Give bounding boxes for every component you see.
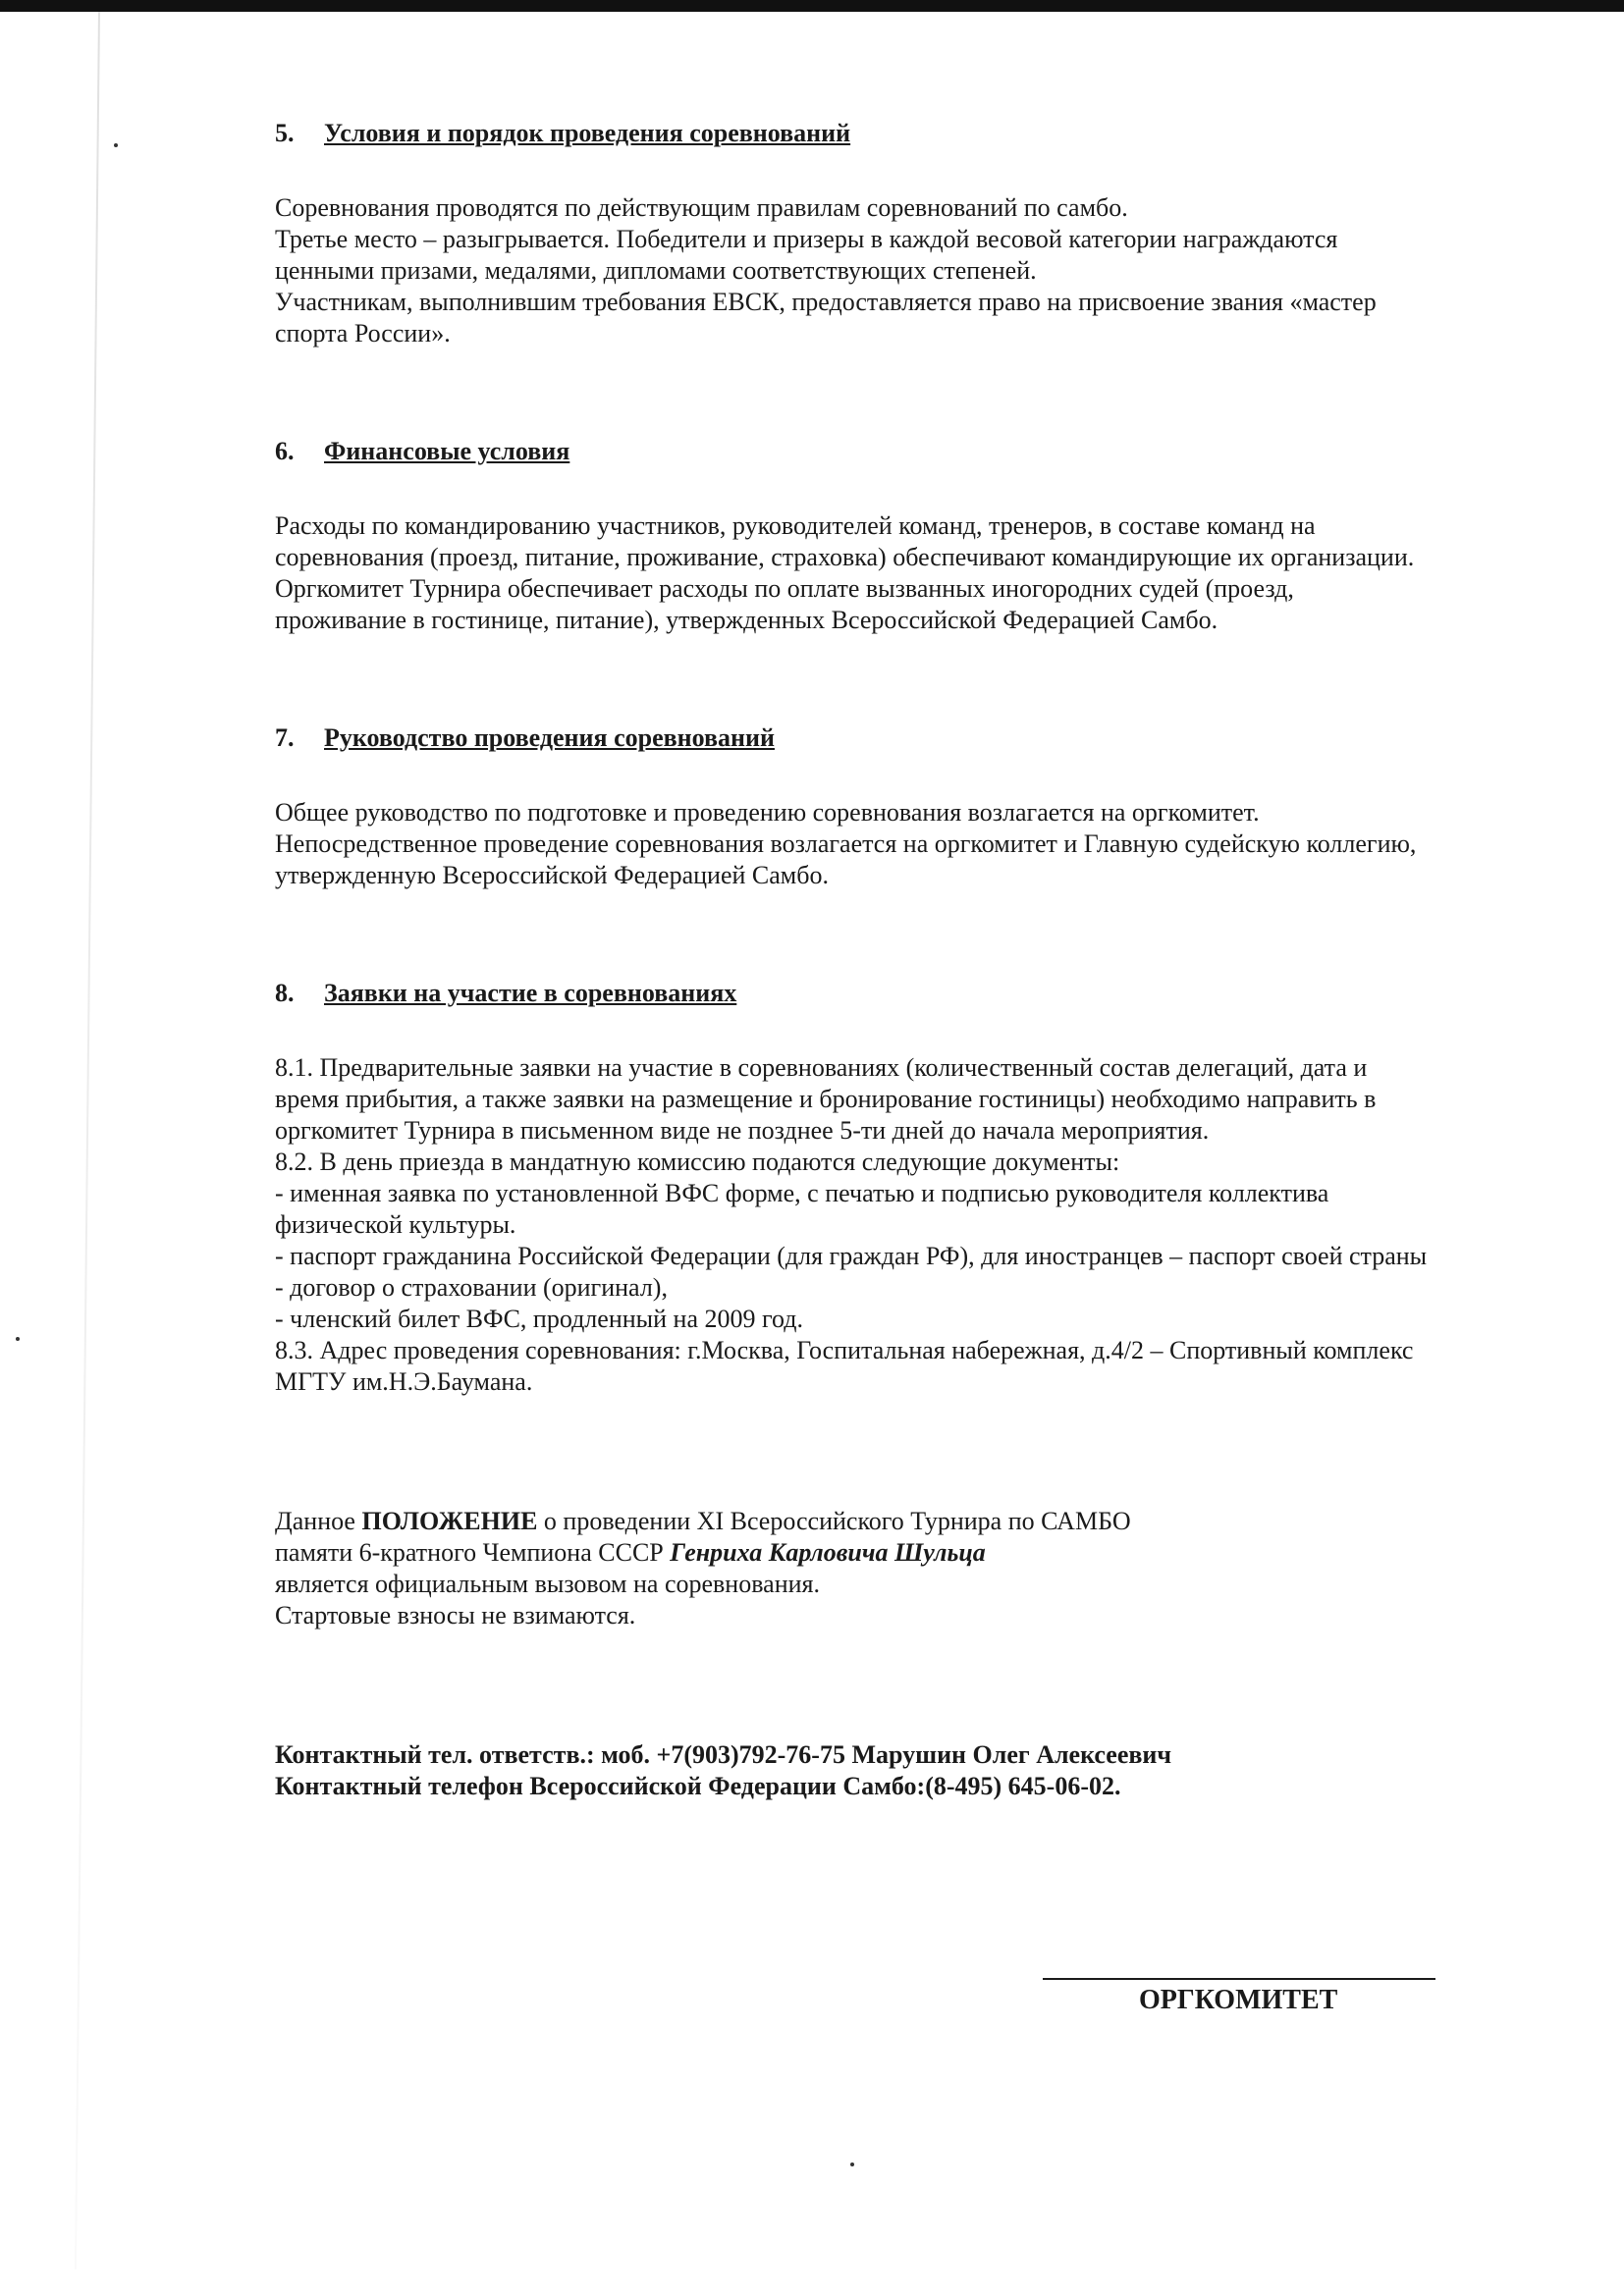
text-line: 8.1. Предварительные заявки на участие в соревнованиях (количественный состав делегаций, дата и [275,1053,1368,1082]
text-line: Оргкомитет Турнира обеспечивает расходы по оплате вызванных иногородних судей (проезд, [275,574,1294,603]
orgcommittee-label: ОРГКОМИТЕТ [1139,1985,1338,2015]
section-7 [275,722,1624,891]
text-line: 8.2. В день приезда в мандатную комиссию подаются следующие документы: [275,1148,1120,1176]
notice-line [275,1537,1624,1569]
notice-line: Стартовые взносы не взимаются. [275,1601,636,1629]
text-line: утвержденную Всероссийской Федерацией Самбо. [275,861,829,889]
scan-speck [114,143,118,147]
text-line: - паспорт гражданина Российской Федерации (для граждан РФ), для иностранцев – паспорт своей страны [275,1242,1428,1270]
notice-line [275,1506,1624,1537]
section-number: 5. [275,119,295,147]
section-number: 6. [275,437,295,465]
text-line: Третье место – разыгрывается. Победители и призеры в каждой весовой категории награждаются [275,225,1338,253]
section-6 [275,436,1624,636]
document-body [275,118,1624,1802]
section-8 [275,978,1624,1398]
section-title: Условия и порядок проведения соревнований [324,119,851,147]
section-number: 7. [275,723,295,752]
section-title: Руководство проведения соревнований [324,723,775,752]
scan-speck [16,1337,20,1341]
contact-federation: Контактный телефон Всероссийской Федерации Самбо:(8-495) 645-06-02. [275,1772,1121,1800]
section-heading [275,978,1624,1009]
text-line: - членский билет ВФС, продленный на 2009 год. [275,1305,803,1333]
section-heading [275,722,1624,754]
section-title: Заявки на участие в соревнованиях [324,979,737,1007]
section-number: 8. [275,979,295,1007]
notice-doc-word: ПОЛОЖЕНИЕ [361,1507,538,1535]
notice-text: Данное [275,1507,362,1535]
text-line: - именная заявка по установленной ВФС форме, с печатью и подписью руководителя коллектива [275,1179,1329,1207]
text-line: физической культуры. [275,1210,516,1239]
official-notice [275,1506,1624,1631]
text-line: ценными призами, медалями, дипломами соответствующих степеней. [275,256,1037,285]
text-line: Расходы по командированию участников, руководителей команд, тренеров, в составе команд на [275,511,1316,540]
text-line: проживание в гостинице, питание), утвержденных Всероссийской Федерацией Самбо. [275,606,1218,634]
text-line: - договор о страховании (оригинал), [275,1273,668,1302]
contact-info [275,1739,1624,1802]
scan-top-edge [0,0,1624,12]
signature-line [1043,1978,1435,1980]
text-line: время прибытия, а также заявки на размещение и бронирование гостиницы) необходимо направить в [275,1085,1377,1113]
text-line: Участникам, выполнившим требования ЕВСК, предоставляется право на присвоение звания «мастер [275,288,1377,316]
notice-line: является официальным вызовом на соревнования. [275,1570,820,1598]
notice-text: памяти 6-кратного Чемпиона СССР [275,1538,671,1567]
scan-speck [850,2163,854,2166]
notice-text: о проведении XI Всероссийского Турнира по САМБО [537,1507,1131,1535]
text-line: Соревнования проводятся по действующим правилам соревнований по самбо. [275,193,1128,222]
text-line: соревнования (проезд, питание, проживание, страховка) обеспечивают командирующие их организации. [275,543,1415,571]
signature-label [1139,1985,1337,2016]
section-heading [275,118,1624,149]
text-line: 8.3. Адрес проведения соревнования: г.Москва, Госпитальная набережная, д.4/2 – Спортивный комплекс [275,1336,1414,1364]
section-5 [275,118,1624,349]
text-line: МГТУ им.Н.Э.Баумана. [275,1367,533,1396]
text-line: оргкомитет Турнира в письменном виде не позднее 5-ти дней до начала мероприятия. [275,1116,1210,1145]
champion-name: Генриха Карловича Шульца [670,1538,986,1567]
scan-side-shadow [75,12,100,2269]
text-line: Общее руководство по подготовке и проведению соревнования возлагается на оргкомитет. [275,798,1260,827]
section-title: Финансовые условия [324,437,570,465]
text-line: Непосредственное проведение соревнования возлагается на оргкомитет и Главную судейскую коллегию, [275,829,1417,858]
contact-responsible: Контактный тел. ответств.: моб. +7(903)792-76-75 Марушин Олег Алексеевич [275,1740,1172,1769]
section-heading [275,436,1624,467]
text-line: спорта России». [275,319,451,347]
